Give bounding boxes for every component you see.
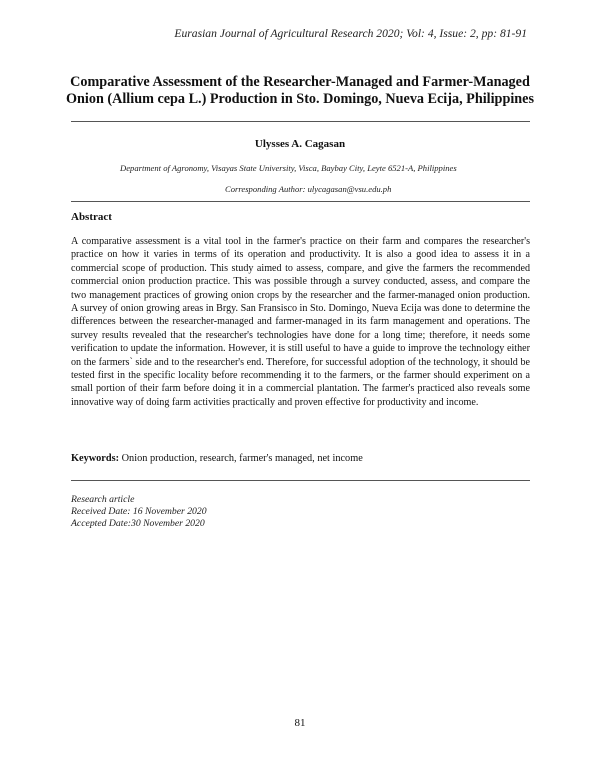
author-affiliation: Department of Agronomy, Visayas State University, Visca, Baybay City, Leyte 6521-A, Philippines	[120, 163, 457, 173]
article-meta	[71, 494, 207, 529]
title-line-1: Comparative Assessment of the Researcher-Managed and Farmer-Managed	[70, 74, 530, 90]
author-name: Ulysses A. Cagasan	[254, 138, 346, 150]
header-divider	[71, 201, 530, 202]
corresponding-author: Corresponding Author: ulycagasan@vsu.edu.ph	[225, 184, 392, 194]
title-line-2: Onion (Allium cepa L.) Production in Sto. Domingo, Nueva Ecija, Philippines	[66, 91, 534, 107]
paper-title	[40, 74, 560, 108]
abstract-body: A comparative assessment is a vital tool in the farmer's practice on their farm and compares the researcher's practice on how it varies in terms of its operation and productivity. It is also a good idea to assess it in a commercial scope of production. This study aimed to assess, compare, and give the farmers the recommended commercial onion production practice. This was possible through a survey conducted, assess, and compare the two management practices of growing onion crops by the researcher and the farmer-managed onion production. A survey of onion growing areas in Brgy. San Fransisco in Sto. Domingo, Nueva Ecija was done to determine the differences between the researcher-managed and farmer-managed in its farm management and operations. The survey results revealed that the researcher's technologies have done for a long time; therefore, it needs some verification to update the information. However, it is still useful to have a guide to improve the technology either on the farmers` side and to the researcher's end. Therefore, for successful adoption of the technology, it should be tested first in the specific locality before recommending it to the farmers, or the farmer should experiment on a small portion of their farm before doing it in a commercial plantation. The farmer's practiced also reveals some innovative way of doing farm activities practically and proven effective for productivity and income.	[71, 236, 530, 408]
keywords-divider	[71, 480, 530, 481]
keywords-label: Keywords:	[71, 453, 120, 464]
accepted-date: Accepted Date:30 November 2020	[71, 517, 205, 529]
article-type: Research article	[71, 494, 135, 505]
journal-header: Eurasian Journal of Agricultural Research 2020; Vol: 4, Issue: 2, pp: 81-91	[174, 27, 527, 40]
keywords-text: Onion production, research, farmer's managed, net income	[119, 453, 363, 464]
page-number: 81	[294, 717, 306, 729]
abstract-heading: Abstract	[71, 211, 112, 223]
title-divider	[71, 121, 530, 122]
keywords	[71, 453, 530, 464]
received-date: Received Date: 16 November 2020	[71, 505, 207, 517]
